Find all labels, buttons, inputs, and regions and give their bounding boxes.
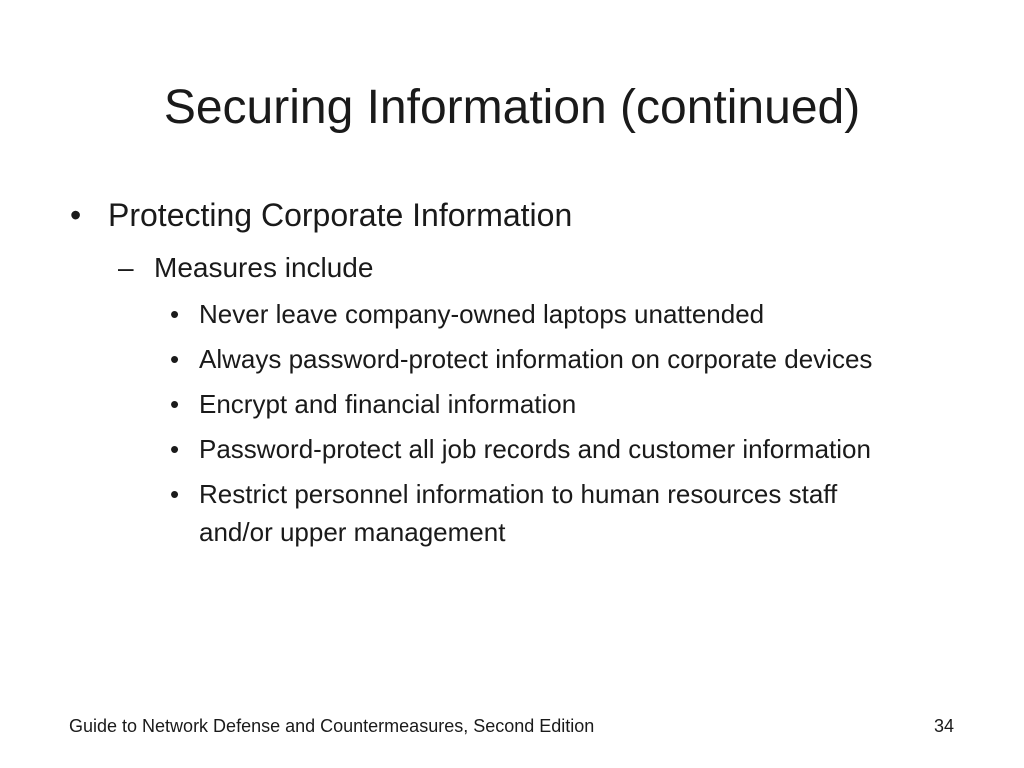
bullet-level1-text: Protecting Corporate Information <box>108 197 573 233</box>
list-item-text: Password-protect all job records and customer information <box>199 434 871 464</box>
list-item-text: Encrypt and financial information <box>199 389 577 419</box>
list-item <box>170 295 910 333</box>
list-item-text: Never leave company-owned laptops unattended <box>199 299 765 329</box>
measures-list <box>170 295 910 558</box>
list-item <box>170 430 910 468</box>
list-item <box>170 475 910 551</box>
bullet-dot-icon: • <box>170 479 180 509</box>
bullet-dot-icon: • <box>170 344 180 374</box>
dash-bullet-icon: – <box>118 252 134 283</box>
bullet-dot-icon: • <box>170 434 180 464</box>
list-item <box>170 385 910 423</box>
slide-title: Securing Information (continued) <box>163 81 861 134</box>
list-item-text: Restrict personnel information to human resources staff and/or upper management <box>199 479 838 547</box>
bullet-dot-icon: • <box>170 389 180 419</box>
footer-book-title: Guide to Network Defense and Countermeasures, Second Edition <box>69 716 595 736</box>
bullet-level2-text: Measures include <box>154 252 374 283</box>
page-number: 34 <box>933 716 954 736</box>
bullet-dot-icon: • <box>170 299 180 329</box>
list-item-text: Always password-protect information on corporate devices <box>199 344 873 374</box>
bullet-dot-icon: • <box>70 197 82 233</box>
list-item <box>170 340 910 378</box>
